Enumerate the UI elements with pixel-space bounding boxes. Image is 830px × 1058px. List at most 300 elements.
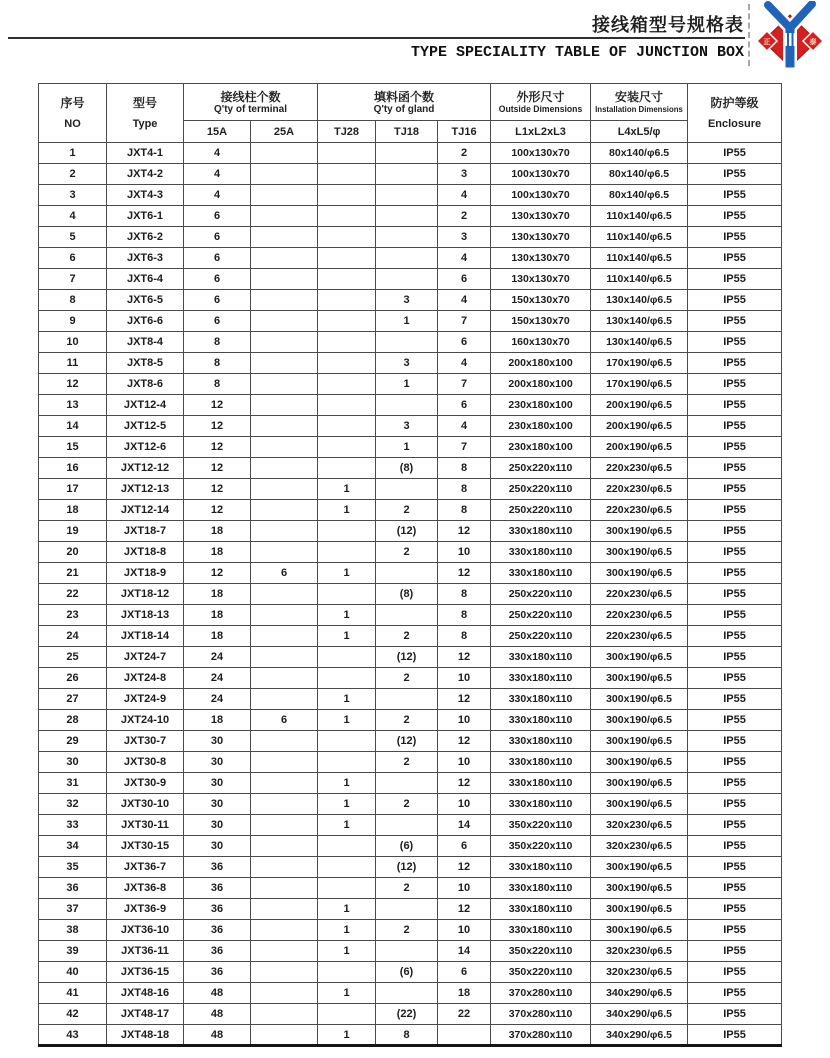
cell-installation-dimensions: 300x190/φ6.5 [591, 920, 688, 941]
cell-installation-dimensions: 220x230/φ6.5 [591, 626, 688, 647]
cell-no: 10 [39, 332, 107, 353]
subcol-25a: 25A [251, 121, 318, 143]
cell-tj28 [318, 647, 376, 668]
cell-type: JXT18-9 [107, 563, 184, 584]
cell-tj28 [318, 962, 376, 983]
cell-25a [251, 731, 318, 752]
cell-no: 33 [39, 815, 107, 836]
cell-15a: 24 [184, 668, 251, 689]
table-row [39, 500, 782, 521]
cell-type: JXT36-15 [107, 962, 184, 983]
cell-tj16: 14 [438, 941, 491, 962]
cell-type: JXT8-4 [107, 332, 184, 353]
cell-tj28: 1 [318, 689, 376, 710]
cell-tj18: 1 [376, 311, 438, 332]
cell-type: JXT6-6 [107, 311, 184, 332]
cell-no: 4 [39, 206, 107, 227]
cell-no: 30 [39, 752, 107, 773]
cell-tj18: 1 [376, 437, 438, 458]
cell-no: 8 [39, 290, 107, 311]
cell-type: JXT12-12 [107, 458, 184, 479]
cell-outside-dimensions: 130x130x70 [491, 227, 591, 248]
cell-no: 9 [39, 311, 107, 332]
cell-15a: 30 [184, 794, 251, 815]
cell-no: 7 [39, 269, 107, 290]
cell-type: JXT24-7 [107, 647, 184, 668]
cell-installation-dimensions: 300x190/φ6.5 [591, 857, 688, 878]
cell-no: 3 [39, 185, 107, 206]
cell-type: JXT36-11 [107, 941, 184, 962]
table-row [39, 227, 782, 248]
table-row [39, 878, 782, 899]
cell-tj18: 2 [376, 794, 438, 815]
cell-25a [251, 458, 318, 479]
cell-25a [251, 227, 318, 248]
cell-outside-dimensions: 370x280x110 [491, 1025, 591, 1046]
cell-15a: 30 [184, 752, 251, 773]
cell-outside-dimensions: 330x180x110 [491, 542, 591, 563]
cell-tj16: 3 [438, 164, 491, 185]
cell-tj16: 4 [438, 185, 491, 206]
cell-no: 31 [39, 773, 107, 794]
cell-tj16: 7 [438, 374, 491, 395]
cell-15a: 12 [184, 395, 251, 416]
cell-25a [251, 437, 318, 458]
cell-25a [251, 647, 318, 668]
cell-tj28: 1 [318, 941, 376, 962]
cell-enclosure: IP55 [688, 899, 782, 920]
brand-diamond-y-logo [754, 1, 826, 71]
cell-tj28 [318, 836, 376, 857]
cell-tj18 [376, 206, 438, 227]
table-body [39, 143, 782, 1046]
cell-enclosure: IP55 [688, 1025, 782, 1046]
cell-15a: 4 [184, 164, 251, 185]
cell-tj16: 8 [438, 605, 491, 626]
cell-tj28 [318, 731, 376, 752]
cell-tj18: (12) [376, 647, 438, 668]
cell-15a: 12 [184, 416, 251, 437]
cell-tj28 [318, 248, 376, 269]
cell-installation-dimensions: 300x190/φ6.5 [591, 752, 688, 773]
cell-no: 21 [39, 563, 107, 584]
cell-25a [251, 311, 318, 332]
cell-tj28 [318, 437, 376, 458]
cell-enclosure: IP55 [688, 416, 782, 437]
cell-tj18: 3 [376, 290, 438, 311]
cell-installation-dimensions: 220x230/φ6.5 [591, 584, 688, 605]
table-row [39, 269, 782, 290]
col-header-outside-dimensions: 外形尺寸 Outside Dimensions [491, 84, 591, 121]
cell-tj16: 4 [438, 290, 491, 311]
cell-tj28: 1 [318, 626, 376, 647]
cell-15a: 30 [184, 773, 251, 794]
cell-25a [251, 500, 318, 521]
cell-enclosure: IP55 [688, 206, 782, 227]
cell-tj16: 6 [438, 395, 491, 416]
cell-enclosure: IP55 [688, 185, 782, 206]
cell-tj18 [376, 689, 438, 710]
cell-15a: 36 [184, 941, 251, 962]
cell-enclosure: IP55 [688, 353, 782, 374]
cell-outside-dimensions: 160x130x70 [491, 332, 591, 353]
cell-outside-dimensions: 330x180x110 [491, 773, 591, 794]
cell-15a: 8 [184, 374, 251, 395]
cell-tj16: 12 [438, 773, 491, 794]
cell-15a: 12 [184, 437, 251, 458]
cell-installation-dimensions: 110x140/φ6.5 [591, 206, 688, 227]
cell-outside-dimensions: 250x220x110 [491, 584, 591, 605]
cell-tj16: 7 [438, 311, 491, 332]
cell-15a: 48 [184, 983, 251, 1004]
cell-installation-dimensions: 300x190/φ6.5 [591, 521, 688, 542]
cell-type: JXT8-6 [107, 374, 184, 395]
cell-outside-dimensions: 150x130x70 [491, 311, 591, 332]
cell-installation-dimensions: 200x190/φ6.5 [591, 395, 688, 416]
cell-enclosure: IP55 [688, 521, 782, 542]
cell-25a [251, 857, 318, 878]
cell-tj16: 12 [438, 647, 491, 668]
cell-enclosure: IP55 [688, 941, 782, 962]
cell-type: JXT30-7 [107, 731, 184, 752]
table-row [39, 626, 782, 647]
cell-type: JXT36-9 [107, 899, 184, 920]
cell-tj18 [376, 983, 438, 1004]
cell-15a: 18 [184, 710, 251, 731]
cell-tj18 [376, 563, 438, 584]
cell-type: JXT4-3 [107, 185, 184, 206]
cell-enclosure: IP55 [688, 458, 782, 479]
cell-enclosure: IP55 [688, 626, 782, 647]
cell-15a: 18 [184, 521, 251, 542]
cell-tj16: 8 [438, 584, 491, 605]
cell-no: 38 [39, 920, 107, 941]
col-header-type: 型号 Type [107, 84, 184, 143]
cell-installation-dimensions: 300x190/φ6.5 [591, 899, 688, 920]
cell-enclosure: IP55 [688, 437, 782, 458]
cell-tj28 [318, 395, 376, 416]
subcol-tj16: TJ16 [438, 121, 491, 143]
cell-25a [251, 941, 318, 962]
cell-enclosure: IP55 [688, 815, 782, 836]
cell-tj28 [318, 143, 376, 164]
table-row [39, 353, 782, 374]
cell-tj16: 12 [438, 857, 491, 878]
cell-installation-dimensions: 130x140/φ6.5 [591, 290, 688, 311]
table-row [39, 731, 782, 752]
cell-outside-dimensions: 330x180x110 [491, 794, 591, 815]
cell-no: 15 [39, 437, 107, 458]
cell-installation-dimensions: 300x190/φ6.5 [591, 563, 688, 584]
cell-tj28 [318, 164, 376, 185]
cell-tj16: 8 [438, 479, 491, 500]
cell-no: 22 [39, 584, 107, 605]
cell-25a [251, 983, 318, 1004]
cell-outside-dimensions: 250x220x110 [491, 626, 591, 647]
cell-tj18: 3 [376, 416, 438, 437]
cell-enclosure: IP55 [688, 668, 782, 689]
cell-15a: 36 [184, 962, 251, 983]
cell-type: JXT48-18 [107, 1025, 184, 1046]
cell-25a [251, 248, 318, 269]
cell-outside-dimensions: 100x130x70 [491, 185, 591, 206]
cell-installation-dimensions: 130x140/φ6.5 [591, 311, 688, 332]
cell-outside-dimensions: 200x180x100 [491, 374, 591, 395]
cell-tj18 [376, 941, 438, 962]
cell-15a: 12 [184, 500, 251, 521]
cell-enclosure: IP55 [688, 647, 782, 668]
cell-tj16: 10 [438, 542, 491, 563]
cell-tj28 [318, 227, 376, 248]
cell-tj16: 8 [438, 458, 491, 479]
cell-no: 2 [39, 164, 107, 185]
cell-tj28 [318, 878, 376, 899]
cell-installation-dimensions: 300x190/φ6.5 [591, 668, 688, 689]
table-row [39, 794, 782, 815]
cell-type: JXT6-4 [107, 269, 184, 290]
cell-enclosure: IP55 [688, 395, 782, 416]
cell-installation-dimensions: 320x230/φ6.5 [591, 815, 688, 836]
cell-tj18: (12) [376, 731, 438, 752]
cell-installation-dimensions: 220x230/φ6.5 [591, 605, 688, 626]
cell-outside-dimensions: 100x130x70 [491, 143, 591, 164]
cell-enclosure: IP55 [688, 164, 782, 185]
cell-enclosure: IP55 [688, 563, 782, 584]
cell-type: JXT8-5 [107, 353, 184, 374]
cell-type: JXT30-11 [107, 815, 184, 836]
cell-tj28 [318, 752, 376, 773]
cell-enclosure: IP55 [688, 605, 782, 626]
cell-tj16: 12 [438, 731, 491, 752]
logo-divider [748, 4, 750, 66]
cell-installation-dimensions: 300x190/φ6.5 [591, 542, 688, 563]
cell-15a: 8 [184, 353, 251, 374]
col-header-enclosure: 防护等级 Enclosure [688, 84, 782, 143]
cell-no: 14 [39, 416, 107, 437]
cell-no: 37 [39, 899, 107, 920]
cell-installation-dimensions: 300x190/φ6.5 [591, 794, 688, 815]
cell-tj16: 14 [438, 815, 491, 836]
cell-enclosure: IP55 [688, 836, 782, 857]
cell-no: 17 [39, 479, 107, 500]
junction-box-spec-table [38, 83, 782, 1047]
col-header-gland: 填料函个数 Q'ty of gland [318, 84, 491, 121]
cell-25a [251, 353, 318, 374]
table-row [39, 290, 782, 311]
cell-type: JXT12-6 [107, 437, 184, 458]
cell-25a [251, 290, 318, 311]
cell-tj28 [318, 857, 376, 878]
cell-no: 28 [39, 710, 107, 731]
cell-type: JXT4-1 [107, 143, 184, 164]
table-row [39, 248, 782, 269]
table-row [39, 563, 782, 584]
cell-enclosure: IP55 [688, 857, 782, 878]
cell-tj18: 2 [376, 668, 438, 689]
cell-15a: 36 [184, 857, 251, 878]
cell-25a: 6 [251, 563, 318, 584]
cell-tj18 [376, 605, 438, 626]
cell-type: JXT30-10 [107, 794, 184, 815]
cell-tj28 [318, 458, 376, 479]
cell-installation-dimensions: 300x190/φ6.5 [591, 647, 688, 668]
cell-type: JXT4-2 [107, 164, 184, 185]
cell-25a [251, 752, 318, 773]
cell-tj16: 6 [438, 269, 491, 290]
cell-25a [251, 899, 318, 920]
cell-outside-dimensions: 150x130x70 [491, 290, 591, 311]
cell-tj16: 2 [438, 206, 491, 227]
cell-type: JXT36-7 [107, 857, 184, 878]
cell-type: JXT18-7 [107, 521, 184, 542]
cell-outside-dimensions: 350x220x110 [491, 941, 591, 962]
col-header-installation-dimensions: 安装尺寸 Installation Dimensions [591, 84, 688, 121]
cell-15a: 6 [184, 269, 251, 290]
cell-no: 35 [39, 857, 107, 878]
cell-25a [251, 815, 318, 836]
cell-tj16: 2 [438, 143, 491, 164]
svg-text:正: 正 [763, 39, 771, 46]
cell-tj18: (8) [376, 458, 438, 479]
cell-tj28: 1 [318, 1025, 376, 1046]
cell-outside-dimensions: 350x220x110 [491, 962, 591, 983]
cell-15a: 18 [184, 542, 251, 563]
cell-outside-dimensions: 330x180x110 [491, 668, 591, 689]
cell-tj28: 1 [318, 899, 376, 920]
cell-15a: 30 [184, 836, 251, 857]
cell-tj18 [376, 899, 438, 920]
cell-no: 25 [39, 647, 107, 668]
table-row [39, 185, 782, 206]
cell-installation-dimensions: 340x290/φ6.5 [591, 1025, 688, 1046]
cell-tj28 [318, 311, 376, 332]
cell-tj18 [376, 227, 438, 248]
cell-tj16: 7 [438, 437, 491, 458]
cell-installation-dimensions: 220x230/φ6.5 [591, 458, 688, 479]
subcol-15a: 15A [184, 121, 251, 143]
cell-tj28 [318, 206, 376, 227]
cell-25a [251, 1025, 318, 1046]
cell-tj16: 3 [438, 227, 491, 248]
cell-outside-dimensions: 330x180x110 [491, 710, 591, 731]
cell-no: 27 [39, 689, 107, 710]
cell-15a: 6 [184, 290, 251, 311]
cell-15a: 24 [184, 689, 251, 710]
cell-tj18 [376, 479, 438, 500]
cell-installation-dimensions: 220x230/φ6.5 [591, 479, 688, 500]
table-row [39, 920, 782, 941]
cell-25a [251, 605, 318, 626]
cell-type: JXT24-9 [107, 689, 184, 710]
cell-25a [251, 878, 318, 899]
cell-installation-dimensions: 300x190/φ6.5 [591, 878, 688, 899]
table-row [39, 311, 782, 332]
cell-installation-dimensions: 300x190/φ6.5 [591, 731, 688, 752]
cell-no: 24 [39, 626, 107, 647]
cell-15a: 12 [184, 479, 251, 500]
cell-enclosure: IP55 [688, 374, 782, 395]
table-row [39, 836, 782, 857]
cell-25a [251, 521, 318, 542]
cell-15a: 18 [184, 605, 251, 626]
cell-type: JXT30-8 [107, 752, 184, 773]
cell-15a: 6 [184, 206, 251, 227]
cell-no: 43 [39, 1025, 107, 1046]
cell-15a: 48 [184, 1004, 251, 1025]
cell-tj18: 2 [376, 626, 438, 647]
cell-tj16: 10 [438, 752, 491, 773]
table-row [39, 962, 782, 983]
title-underline [8, 37, 745, 39]
cell-no: 29 [39, 731, 107, 752]
cell-no: 40 [39, 962, 107, 983]
cell-outside-dimensions: 130x130x70 [491, 269, 591, 290]
cell-type: JXT18-12 [107, 584, 184, 605]
cell-outside-dimensions: 330x180x110 [491, 920, 591, 941]
cell-no: 5 [39, 227, 107, 248]
cell-tj28: 1 [318, 920, 376, 941]
cell-outside-dimensions: 330x180x110 [491, 878, 591, 899]
table-row [39, 857, 782, 878]
cell-installation-dimensions: 110x140/φ6.5 [591, 269, 688, 290]
cell-tj16: 4 [438, 353, 491, 374]
cell-type: JXT12-13 [107, 479, 184, 500]
svg-text:泰: 泰 [809, 39, 817, 46]
table-row [39, 941, 782, 962]
cell-tj18: (12) [376, 521, 438, 542]
cell-outside-dimensions: 200x180x100 [491, 353, 591, 374]
cell-tj28 [318, 542, 376, 563]
cell-type: JXT48-17 [107, 1004, 184, 1025]
cell-type: JXT6-1 [107, 206, 184, 227]
table-row [39, 164, 782, 185]
cell-tj18: 2 [376, 920, 438, 941]
cell-installation-dimensions: 300x190/φ6.5 [591, 710, 688, 731]
cell-25a [251, 269, 318, 290]
cell-enclosure: IP55 [688, 689, 782, 710]
cell-15a: 18 [184, 584, 251, 605]
cell-outside-dimensions: 250x220x110 [491, 605, 591, 626]
table-row [39, 983, 782, 1004]
cell-tj28: 1 [318, 605, 376, 626]
cell-outside-dimensions: 330x180x110 [491, 563, 591, 584]
cell-type: JXT24-10 [107, 710, 184, 731]
cell-tj16: 4 [438, 416, 491, 437]
cell-enclosure: IP55 [688, 1004, 782, 1025]
cell-tj16: 12 [438, 563, 491, 584]
cell-15a: 36 [184, 920, 251, 941]
cell-tj18: (22) [376, 1004, 438, 1025]
cell-enclosure: IP55 [688, 710, 782, 731]
cell-25a [251, 185, 318, 206]
table-row [39, 437, 782, 458]
cell-25a [251, 416, 318, 437]
cell-tj18: 1 [376, 374, 438, 395]
cell-tj28: 1 [318, 563, 376, 584]
cell-25a [251, 395, 318, 416]
table-row [39, 332, 782, 353]
cell-installation-dimensions: 200x190/φ6.5 [591, 437, 688, 458]
cell-no: 11 [39, 353, 107, 374]
cell-15a: 48 [184, 1025, 251, 1046]
table-row [39, 1025, 782, 1046]
cell-type: JXT6-2 [107, 227, 184, 248]
cell-tj18: (6) [376, 836, 438, 857]
cell-type: JXT12-14 [107, 500, 184, 521]
cell-25a [251, 143, 318, 164]
subcol-tj18: TJ18 [376, 121, 438, 143]
cell-15a: 6 [184, 311, 251, 332]
